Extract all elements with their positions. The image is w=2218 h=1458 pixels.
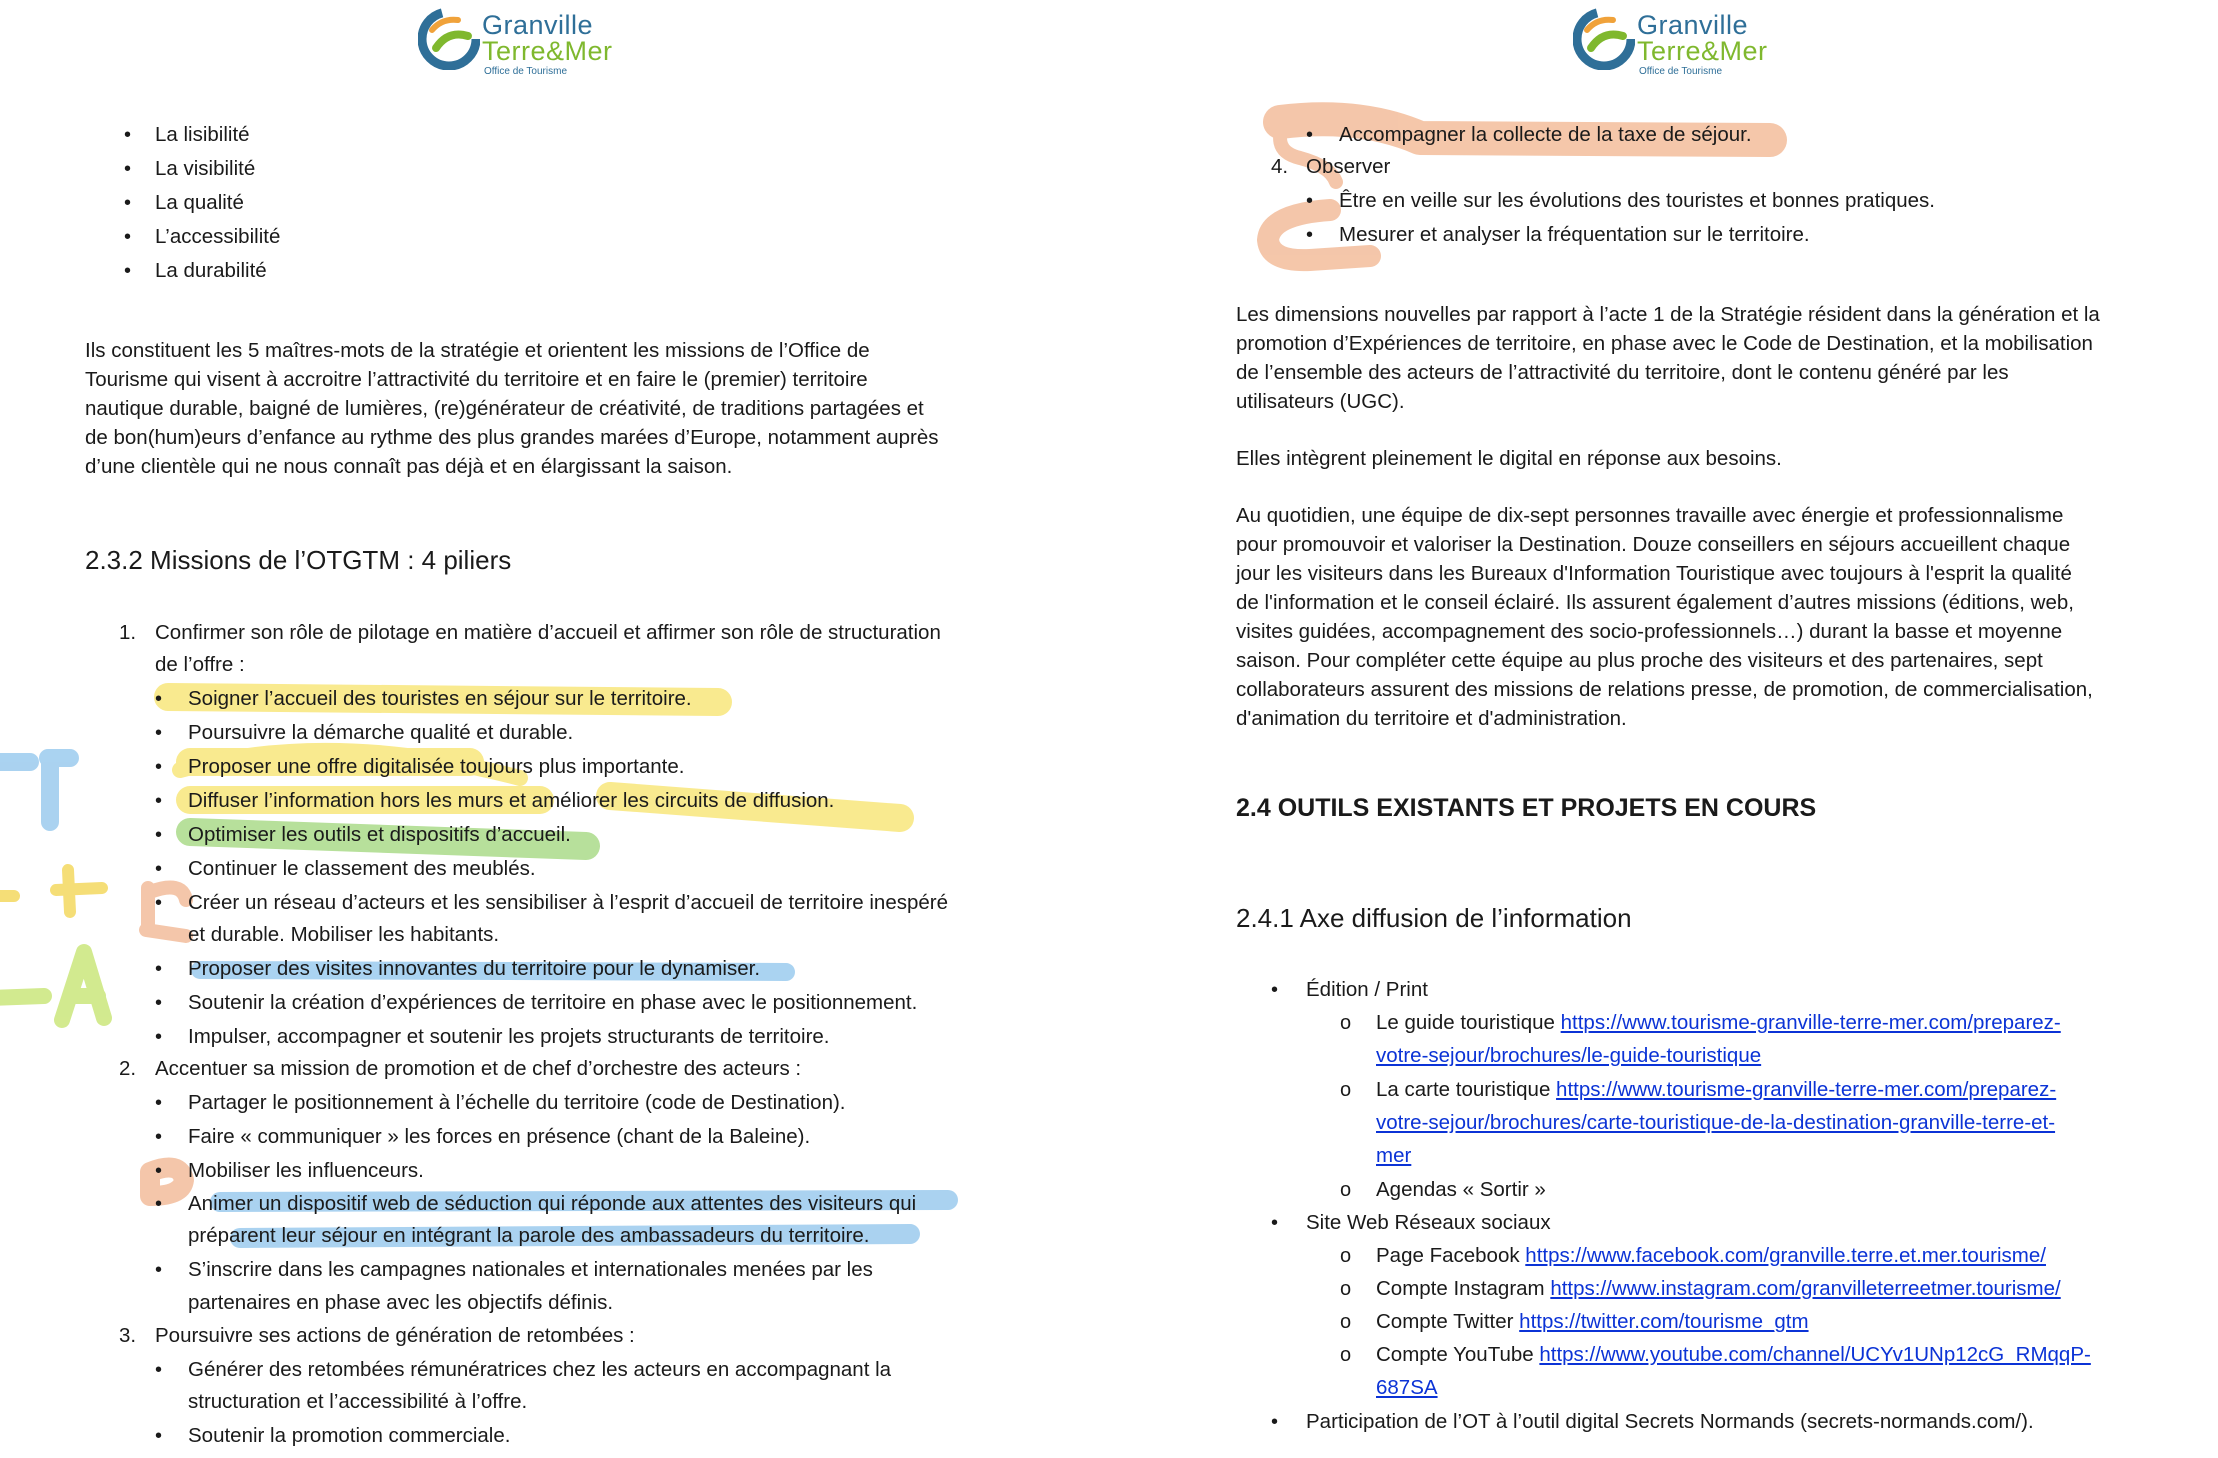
- list-item: Animer un dispositif web de séduction qui réponde aux attentes des visiteurs qui: [188, 1192, 917, 1215]
- carte-link[interactable]: votre-sejour/brochures/carte-touristique-de-la-destination-granville-terre-et-: [1376, 1111, 2056, 1134]
- bullet-icon: •: [155, 824, 163, 846]
- item-label: Le guide touristique: [1376, 1011, 1561, 1034]
- pillar-title: Observer: [1306, 155, 1391, 178]
- bullet-icon: •: [1271, 1212, 1279, 1234]
- list-number: 2.: [119, 1057, 137, 1080]
- granville-logo: [418, 8, 628, 77]
- pillar-title: de l’offre :: [155, 653, 245, 676]
- bullet-icon: •: [1271, 1411, 1279, 1433]
- paragraph-line: Ils constituent les 5 maîtres-mots de la stratégie et orientent les missions de l’Office de: [85, 339, 870, 362]
- pillar-title: Accentuer sa mission de promotion et de chef d’orchestre des acteurs :: [155, 1057, 802, 1080]
- list-item: [1376, 1276, 2061, 1302]
- facebook-link[interactable]: https://www.facebook.com/granville.terre.et.mer.tourisme/: [1525, 1244, 2046, 1267]
- paragraph-line: de bon(hum)eurs d’enfance au rythme des plus grandes marées d’Europe, notamment auprès: [85, 426, 939, 449]
- pillar-title: Confirmer son rôle de pilotage en matière d’accueil et affirmer son rôle de structuration: [155, 621, 941, 644]
- youtube-link[interactable]: 687SA: [1376, 1376, 1438, 1399]
- list-item: La lisibilité: [155, 123, 250, 146]
- paragraph-line: Les dimensions nouvelles par rapport à l’acte 1 de la Stratégie résident dans la génération et la: [1236, 303, 2100, 326]
- instagram-link[interactable]: https://www.instagram.com/granvilleterreetmer.tourisme/: [1550, 1277, 2061, 1300]
- carte-link[interactable]: mer: [1376, 1144, 1412, 1167]
- paragraph-line: d'animation du territoire et d'administration.: [1236, 707, 1627, 730]
- bullet-icon: •: [1271, 979, 1279, 1001]
- list-item: Proposer une offre digitalisée toujours plus importante.: [188, 755, 685, 778]
- bullet-icon: •: [155, 1259, 163, 1281]
- bullet-icon: •: [124, 226, 132, 248]
- logo-brand-line2: Terre&Mer: [1637, 36, 1768, 66]
- bullet-icon: •: [124, 158, 132, 180]
- list-item: Participation de l’OT à l’outil digital Secrets Normands (secrets-normands.com/).: [1306, 1410, 2034, 1433]
- logo-tagline: Office de Tourisme: [1639, 66, 1723, 77]
- logo-brand-line1: Granville: [1637, 10, 1749, 40]
- list-item: Faire « communiquer » les forces en présence (chant de la Baleine).: [188, 1125, 811, 1148]
- item-label: La carte touristique: [1376, 1078, 1557, 1101]
- item-label: Page Facebook: [1376, 1244, 1526, 1267]
- list-item: Être en veille sur les évolutions des touristes et bonnes pratiques.: [1339, 189, 1935, 212]
- paragraph-line: de l'information et le conseil éclairé. Ils assurent également d’autres missions (éditions, web,: [1236, 591, 2074, 614]
- paragraph-line: Tourisme qui visent à accroitre l’attractivité du territoire et en faire le (premier) territoire: [85, 368, 868, 391]
- paragraph-line: promotion d’Expériences de territoire, en phase avec le Code de Destination, et la mobilisation: [1236, 332, 2093, 355]
- list-item: La visibilité: [155, 157, 256, 180]
- list-item: Mobiliser les influenceurs.: [188, 1159, 424, 1182]
- list-item: Impulser, accompagner et soutenir les projets structurants de territoire.: [188, 1025, 830, 1048]
- bullet-icon: •: [155, 756, 163, 778]
- list-item: [1376, 1077, 2056, 1103]
- list-item: Site Web Réseaux sociaux: [1306, 1211, 1551, 1234]
- list-item: Agendas « Sortir »: [1376, 1178, 1546, 1201]
- logo-swirl-icon: [1573, 8, 1635, 70]
- item-label: Compte YouTube: [1376, 1343, 1540, 1366]
- item-label: Compte Twitter: [1376, 1310, 1520, 1333]
- bullet-icon: •: [124, 124, 132, 146]
- list-item: Optimiser les outils et dispositifs d’accueil.: [188, 823, 571, 846]
- bullet-icon: •: [155, 1092, 163, 1114]
- bullet-icon: •: [1306, 124, 1314, 146]
- twitter-link[interactable]: https://twitter.com/tourisme_gtm: [1519, 1310, 1809, 1333]
- bullet-icon: •: [155, 892, 163, 914]
- bullet-icon: •: [155, 790, 163, 812]
- list-item: Diffuser l’information hors les murs et améliorer les circuits de diffusion.: [188, 789, 835, 812]
- list-item: Partager le positionnement à l’échelle du territoire (code de Destination).: [188, 1091, 846, 1114]
- list-item: La qualité: [155, 191, 244, 214]
- list-item: Mesurer et analyser la fréquentation sur le territoire.: [1339, 223, 1810, 246]
- logo-brand-line2: Terre&Mer: [482, 36, 613, 66]
- logo-tagline: Office de Tourisme: [484, 66, 568, 77]
- logo-swirl-icon: [418, 8, 480, 70]
- bullet-icon: •: [155, 1193, 163, 1215]
- sub-bullet-icon: o: [1340, 1079, 1352, 1101]
- sub-bullet-icon: o: [1340, 1012, 1352, 1034]
- list-item: Soigner l’accueil des touristes en séjour sur le territoire.: [188, 687, 692, 710]
- list-item: Soutenir la création d’expériences de territoire en phase avec le positionnement.: [188, 991, 918, 1014]
- list-item: Poursuivre la démarche qualité et durable.: [188, 721, 574, 744]
- list-item: [1376, 1309, 1809, 1335]
- paragraph-line: d’une clientèle qui ne nous connaît pas déjà et en élargissant la saison.: [85, 455, 733, 478]
- bullet-icon: •: [155, 1126, 163, 1148]
- subsection-heading: 2.4.1 Axe diffusion de l’information: [1236, 903, 1632, 933]
- list-item: S’inscrire dans les campagnes nationales et internationales menées par les: [188, 1258, 873, 1281]
- youtube-link[interactable]: https://www.youtube.com/channel/UCYv1UNp12cG_RMqqP-: [1539, 1343, 2091, 1366]
- guide-link[interactable]: https://www.tourisme-granville-terre-mer.com/preparez-: [1560, 1011, 2061, 1034]
- granville-logo: [1573, 8, 1783, 77]
- guide-link[interactable]: votre-sejour/brochures/le-guide-touristique: [1376, 1044, 1762, 1067]
- list-number: 4.: [1271, 155, 1289, 178]
- paragraph-line: pour promouvoir et valoriser la Destination. Douze conseillers en séjours accueillent chaque: [1236, 533, 2071, 556]
- paragraph-line: utilisateurs (UGC).: [1236, 390, 1405, 413]
- list-item: Continuer le classement des meublés.: [188, 857, 536, 880]
- sub-bullet-icon: o: [1340, 1245, 1352, 1267]
- list-item-continuation: [1376, 1043, 1761, 1069]
- list-item-continuation: et durable. Mobiliser les habitants.: [188, 923, 500, 946]
- list-item: [1376, 1243, 2046, 1269]
- bullet-icon: •: [155, 688, 163, 710]
- section-heading: 2.4 OUTILS EXISTANTS ET PROJETS EN COURS: [1236, 794, 1817, 822]
- list-number: 1.: [119, 621, 137, 644]
- logo-brand-line1: Granville: [482, 10, 594, 40]
- pillar-title: Poursuivre ses actions de génération de retombées :: [155, 1324, 635, 1347]
- list-item: Générer des retombées rémunératrices chez les acteurs en accompagnant la: [188, 1358, 892, 1381]
- bullet-icon: •: [155, 1425, 163, 1447]
- paragraph-line: Elles intègrent pleinement le digital en réponse aux besoins.: [1236, 447, 1782, 470]
- list-item: Créer un réseau d’acteurs et les sensibiliser à l’esprit d’accueil de territoire inespéré: [188, 891, 949, 914]
- bullet-icon: •: [1306, 224, 1314, 246]
- list-item: La durabilité: [155, 259, 267, 282]
- list-item-continuation: structuration et l’accessibilité à l’offre.: [188, 1390, 528, 1413]
- list-item-continuation: préparent leur séjour en intégrant la parole des ambassadeurs du territoire.: [188, 1224, 870, 1247]
- bullet-icon: •: [155, 1026, 163, 1048]
- paragraph-line: nautique durable, baigné de lumières, (re)générateur de créativité, de traditions partagées et: [85, 397, 924, 420]
- bullet-icon: •: [155, 992, 163, 1014]
- bullet-icon: •: [155, 958, 163, 980]
- list-item-continuation: [1376, 1375, 1438, 1401]
- sub-bullet-icon: o: [1340, 1344, 1352, 1366]
- paragraph-line: Au quotidien, une équipe de dix-sept personnes travaille avec énergie et professionnalisme: [1236, 504, 2064, 527]
- item-label: Compte Instagram: [1376, 1277, 1551, 1300]
- bullet-icon: •: [124, 192, 132, 214]
- list-item-continuation: partenaires en phase avec les objectifs définis.: [188, 1291, 614, 1314]
- list-item: Accompagner la collecte de la taxe de séjour.: [1339, 123, 1752, 146]
- list-item-continuation: [1376, 1110, 2055, 1136]
- list-number: 3.: [119, 1324, 137, 1347]
- paragraph-line: de l’ensemble des acteurs de l’attractivité du territoire, dont le contenu généré par les: [1236, 361, 2009, 384]
- section-heading: 2.3.2 Missions de l’OTGTM : 4 piliers: [85, 545, 512, 575]
- bullet-icon: •: [155, 1359, 163, 1381]
- paragraph-line: collaborateurs assurent des missions de relations presse, de promotion, de commercialisation,: [1236, 678, 2093, 701]
- paragraph-line: saison. Pour compléter cette équipe au plus proche des visiteurs et des partenaires, sept: [1236, 649, 2043, 672]
- list-item: L’accessibilité: [155, 225, 281, 248]
- paragraph-line: jour les visiteurs dans les Bureaux d'Information Touristique avec toujours à l'esprit la qualité: [1236, 562, 2072, 585]
- sub-bullet-icon: o: [1340, 1278, 1352, 1300]
- bullet-icon: •: [155, 722, 163, 744]
- list-item: Proposer des visites innovantes du territoire pour le dynamiser.: [188, 957, 761, 980]
- list-item-continuation: [1376, 1143, 1411, 1169]
- bullet-icon: •: [124, 260, 132, 282]
- paragraph-line: visites guidées, accompagnement des socio-professionnels…) durant la basse et moyenne: [1236, 620, 2063, 643]
- bullet-icon: •: [155, 1160, 163, 1182]
- list-item: Édition / Print: [1306, 978, 1428, 1001]
- list-item: [1376, 1010, 2061, 1036]
- bullet-icon: •: [1306, 190, 1314, 212]
- carte-link[interactable]: https://www.tourisme-granville-terre-mer.com/preparez-: [1556, 1078, 2057, 1101]
- list-item: Soutenir la promotion commerciale.: [188, 1424, 511, 1447]
- bullet-icon: •: [155, 858, 163, 880]
- sub-bullet-icon: o: [1340, 1179, 1352, 1201]
- sub-bullet-icon: o: [1340, 1311, 1352, 1333]
- list-item: [1376, 1342, 2091, 1368]
